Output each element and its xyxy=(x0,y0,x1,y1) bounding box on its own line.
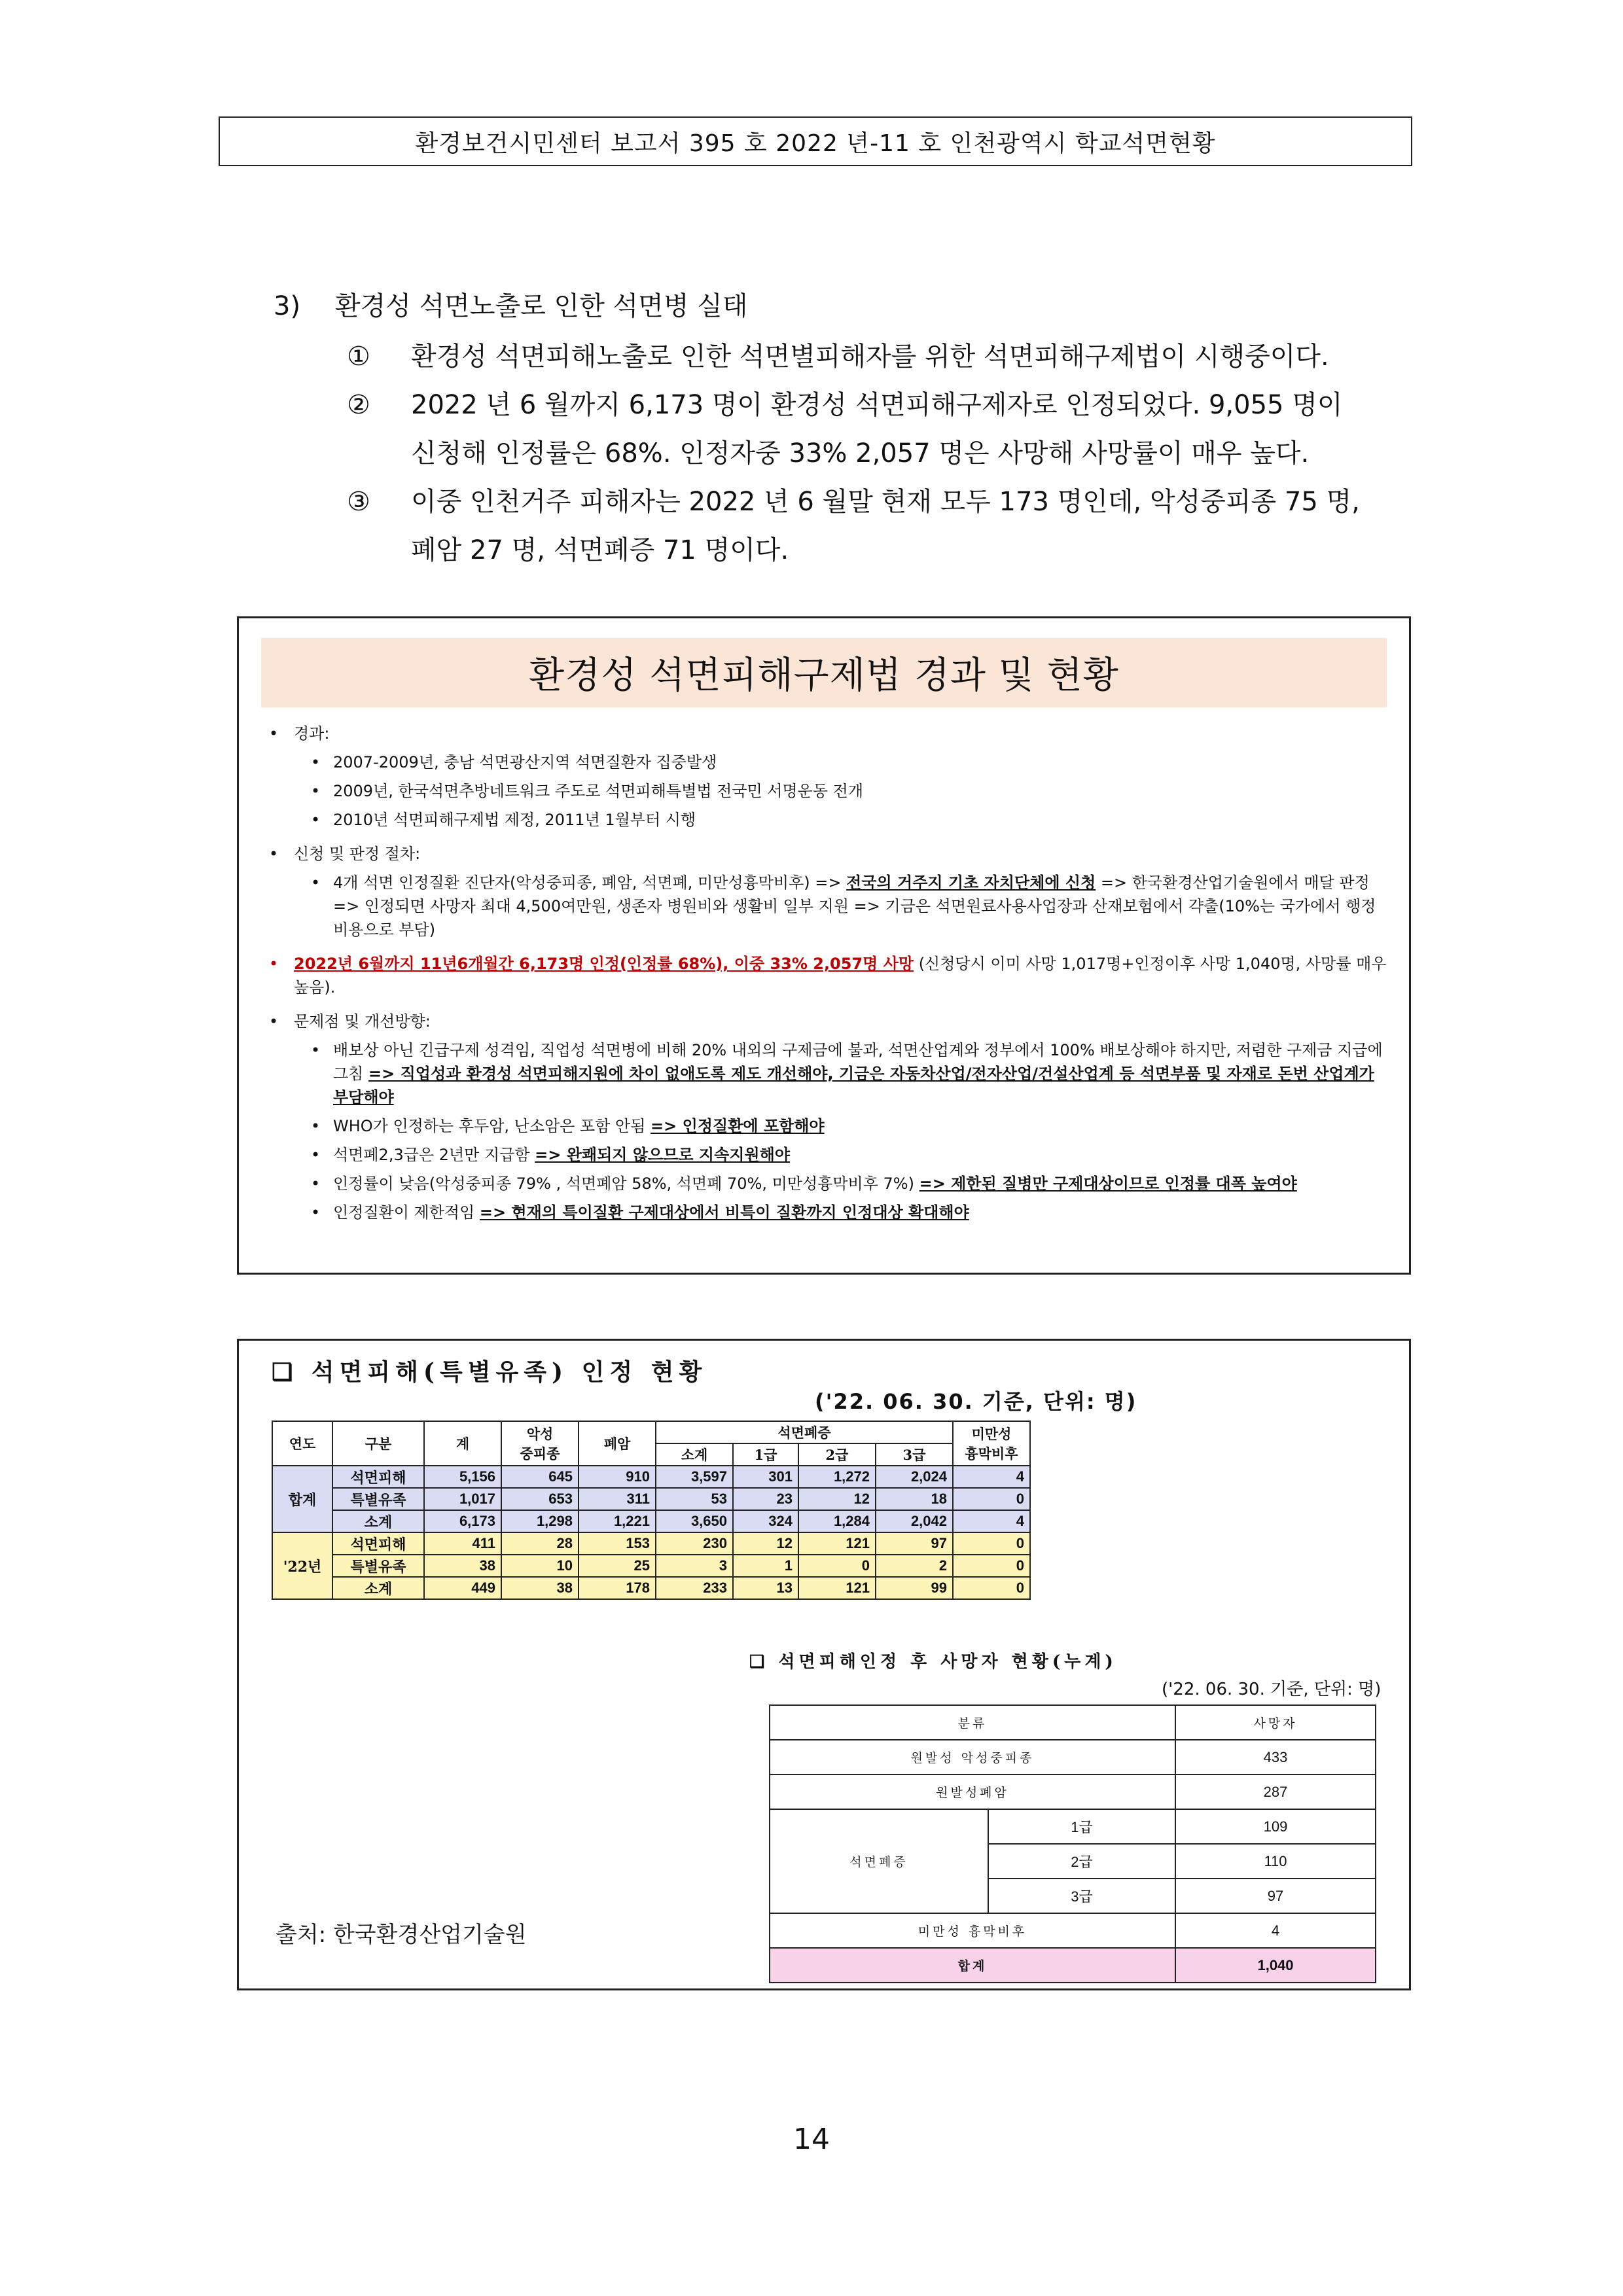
value-cell: 4 xyxy=(953,1510,1030,1532)
header-lung-cancer: 폐암 xyxy=(579,1421,656,1466)
value-cell: 0 xyxy=(953,1488,1030,1510)
row-total-label: 합계 xyxy=(770,1948,1175,1983)
value-cell: 2,042 xyxy=(876,1510,953,1532)
year-cell: '22년 xyxy=(272,1532,332,1599)
header-mesothelioma xyxy=(501,1421,579,1466)
progress-item: • 2009년, 한국석면추방네트워크 주도로 석면피해특별법 전국민 서명운동 전개 xyxy=(265,779,1391,803)
row-pleural-label: 미만성 흉막비후 xyxy=(770,1913,1175,1948)
category-cell: 소계 xyxy=(332,1510,424,1532)
item-line: 이중 인천거주 피해자는 2022 년 6 월말 현재 모두 173 명인데, 악성중피종 75 명, xyxy=(411,487,1360,517)
progress-item: • 2010년 석면피해구제법 제정, 2011년 1월부터 시행 xyxy=(265,808,1391,832)
value-cell: 1,221 xyxy=(579,1510,656,1532)
procedure-heading: • 신청 및 판정 절차: xyxy=(265,842,1391,866)
issue-item-4 xyxy=(265,1172,1391,1195)
value-cell: 121 xyxy=(798,1577,876,1599)
issue-text: 인정률이 낮음(악성중피종 79% , 석면폐암 58%, 석면폐 70%, 미만성흉막비후 7%) xyxy=(333,1174,919,1193)
issue-text: WHO가 인정하는 후두암, 난소암은 포함 안됨 xyxy=(333,1117,651,1135)
report-header xyxy=(219,116,1412,166)
row-lung-cancer-value: 287 xyxy=(1175,1775,1376,1809)
value-cell: 233 xyxy=(656,1577,733,1599)
status-highlight: 2022년 6월까지 11년6개월간 6,173명 인정(인정률 68%), 이중 33% 2,057명 사망 xyxy=(294,955,914,973)
procedure-text-cont: => 한국환경산업기술원에서 매달 판정 => 인정되면 사망자 최대 4,500여만원, 생존자 병원비와 생활비 일부 지원 => 기금은 석면원료사용사업장과 산재보험에서 갹출(10%는 국가에서 행정비용으로 부담) xyxy=(333,874,1376,939)
law-overview-body xyxy=(265,715,1391,1224)
header-meso-line: 중피종 xyxy=(520,1445,560,1462)
issue-item-5 xyxy=(265,1201,1391,1224)
table-row xyxy=(272,1555,1030,1577)
table-row xyxy=(272,1577,1030,1599)
value-cell: 13 xyxy=(733,1577,798,1599)
header-meso-line: 악성 xyxy=(526,1426,554,1442)
header-year: 연도 xyxy=(272,1421,332,1466)
value-cell: 2,024 xyxy=(876,1466,953,1488)
item-marker: ③ xyxy=(347,487,370,517)
issue-text: 인정질환이 제한적임 xyxy=(333,1203,480,1222)
value-cell: 0 xyxy=(953,1555,1030,1577)
header-grade1: 1급 xyxy=(733,1443,798,1466)
value-cell: 0 xyxy=(953,1577,1030,1599)
category-cell: 특별유족 xyxy=(332,1488,424,1510)
death-table xyxy=(769,1704,1376,1983)
statistics-box xyxy=(237,1339,1411,1990)
header-grade2: 2급 xyxy=(798,1443,876,1466)
recognition-table-subtitle: ('22. 06. 30. 기준, 단위: 명) xyxy=(815,1389,1137,1414)
row-mesothelioma-value: 433 xyxy=(1175,1740,1376,1775)
death-table-subtitle: ('22. 06. 30. 기준, 단위: 명) xyxy=(1162,1680,1382,1699)
section-3 xyxy=(274,288,1412,574)
table-row xyxy=(272,1488,1030,1510)
item-line: 환경성 석면피해노출로 인한 석면별피해자를 위한 석면피해구제법이 시행중이다. xyxy=(411,342,1329,372)
value-cell: 38 xyxy=(424,1555,501,1577)
value-cell: 230 xyxy=(656,1532,733,1555)
row-grade-label: 1급 xyxy=(988,1809,1175,1844)
value-cell: 2 xyxy=(876,1555,953,1577)
row-mesothelioma-label: 원발성 악성중피종 xyxy=(770,1740,1175,1775)
category-cell: 석면피해 xyxy=(332,1466,424,1488)
value-cell: 6,173 xyxy=(424,1510,501,1532)
progress-heading: • 경과: xyxy=(265,722,1391,745)
value-cell: 99 xyxy=(876,1577,953,1599)
value-cell: 3 xyxy=(656,1555,733,1577)
value-cell: 324 xyxy=(733,1510,798,1532)
value-cell: 1,298 xyxy=(501,1510,579,1532)
value-cell: 121 xyxy=(798,1532,876,1555)
table-group-2022 xyxy=(272,1532,1030,1599)
value-cell: 1,284 xyxy=(798,1510,876,1532)
header-pleural xyxy=(953,1421,1030,1466)
section-list xyxy=(274,332,1412,574)
value-cell: 23 xyxy=(733,1488,798,1510)
section-item-1 xyxy=(313,332,1412,381)
issue-text: 석면폐2,3급은 2년만 지급함 xyxy=(333,1146,535,1164)
header-classification: 분류 xyxy=(770,1705,1175,1740)
row-pleural-value: 4 xyxy=(1175,1913,1376,1948)
row-grade-value: 110 xyxy=(1175,1844,1376,1879)
item-marker: ① xyxy=(347,342,370,372)
value-cell: 178 xyxy=(579,1577,656,1599)
year-cell: 합계 xyxy=(272,1466,332,1532)
item-line: 신청해 인정률은 68%. 인정자중 33% 2,057 명은 사망해 사망률이 매우 높다. xyxy=(411,438,1310,468)
procedure-item xyxy=(265,871,1391,942)
value-cell: 28 xyxy=(501,1532,579,1555)
row-lung-cancer-label: 원발성폐암 xyxy=(770,1775,1175,1809)
value-cell: 0 xyxy=(798,1555,876,1577)
value-cell: 910 xyxy=(579,1466,656,1488)
category-cell: 특별유족 xyxy=(332,1555,424,1577)
table-row xyxy=(272,1532,1030,1555)
value-cell: 645 xyxy=(501,1466,579,1488)
status-item xyxy=(265,952,1391,999)
category-cell: 소계 xyxy=(332,1577,424,1599)
procedure-highlight: 전국의 거주지 기초 자치단체에 신청 xyxy=(846,874,1096,892)
value-cell: 10 xyxy=(501,1555,579,1577)
value-cell: 653 xyxy=(501,1488,579,1510)
procedure-text: 4개 석면 인정질환 진단자(악성중피종, 폐암, 석면폐, 미만성흉막비후) => xyxy=(333,874,847,892)
law-overview-title: 환경성 석면피해구제법 경과 및 현황 xyxy=(261,638,1387,707)
value-cell: 1,017 xyxy=(424,1488,501,1510)
issue-item-2 xyxy=(265,1114,1391,1138)
section-title-text: 환경성 석면노출로 인한 석면병 실태 xyxy=(335,291,748,321)
item-marker: ② xyxy=(347,390,370,420)
value-cell: 18 xyxy=(876,1488,953,1510)
value-cell: 25 xyxy=(579,1555,656,1577)
section-item-2 xyxy=(313,381,1412,478)
header-deaths: 사망자 xyxy=(1175,1705,1376,1740)
issue-text: 배보상 아닌 긴급구제 성격임, 직업성 석면병에 비해 20% 내외의 구제금에 불과, 석면산업계와 정부에서 100% 배보상해야 하지만, 저렴한 구제금 지급에 그침 xyxy=(333,1041,1383,1083)
row-grade-label: 2급 xyxy=(988,1844,1175,1879)
header-asbestosis: 석면폐증 xyxy=(656,1421,953,1443)
value-cell: 5,156 xyxy=(424,1466,501,1488)
header-subtotal: 소계 xyxy=(656,1443,733,1466)
issues-heading: • 문제점 및 개선방향: xyxy=(265,1010,1391,1033)
header-category: 구분 xyxy=(332,1421,424,1466)
issue-item-3 xyxy=(265,1143,1391,1167)
row-grade-value: 97 xyxy=(1175,1879,1376,1913)
section-item-3 xyxy=(313,478,1412,574)
value-cell: 411 xyxy=(424,1532,501,1555)
report-header-text: 환경보건시민센터 보고서 395 호 2022 년-11 호 인천광역시 학교석면현황 xyxy=(415,130,1216,157)
issue-remedy: => 현재의 특이질환 구제대상에서 비특이 질환까지 인정대상 확대해야 xyxy=(479,1203,969,1222)
value-cell: 3,597 xyxy=(656,1466,733,1488)
row-grade-label: 3급 xyxy=(988,1879,1175,1913)
value-cell: 38 xyxy=(501,1577,579,1599)
value-cell: 97 xyxy=(876,1532,953,1555)
header-total: 계 xyxy=(424,1421,501,1466)
issue-item-1 xyxy=(265,1038,1391,1109)
value-cell: 12 xyxy=(733,1532,798,1555)
value-cell: 153 xyxy=(579,1532,656,1555)
table-group-total xyxy=(272,1466,1030,1532)
issue-remedy: => 직업성과 환경성 석면피해지원에 차이 없애도록 제도 개선해야, 기금은 자동차산업/전자산업/건설산업계 등 석면부품 및 자재로 돈번 산업계가 부담해야 xyxy=(333,1065,1374,1106)
value-cell: 3,650 xyxy=(656,1510,733,1532)
recognition-table-title: ❑ 석면피해(특별유족) 인정 현황 xyxy=(272,1358,707,1386)
header-pleural-line: 미만성 xyxy=(971,1426,1012,1442)
value-cell: 12 xyxy=(798,1488,876,1510)
section-title xyxy=(274,288,1412,325)
table-row xyxy=(272,1510,1030,1532)
item-line: 폐암 27 명, 석면폐증 71 명이다. xyxy=(411,535,789,565)
value-cell: 449 xyxy=(424,1577,501,1599)
item-line: 2022 년 6 월까지 6,173 명이 환경성 석면피해구제자로 인정되었다. 9,055 명이 xyxy=(411,390,1343,420)
status-text: (신청당시 이미 사망 1,017명+인정이후 사망 1,040명, 사망률 매우 높음). xyxy=(294,955,1387,997)
issue-remedy: => 인정질환에 포함해야 xyxy=(651,1117,825,1135)
death-table-title: ❑ 석면피해인정 후 사망자 현황(누계) xyxy=(749,1652,1117,1672)
row-grade-value: 109 xyxy=(1175,1809,1376,1844)
progress-item: • 2007-2009년, 충남 석면광산지역 석면질환자 집중발생 xyxy=(265,751,1391,774)
row-asbestosis-label: 석면폐증 xyxy=(770,1809,988,1913)
value-cell: 4 xyxy=(953,1466,1030,1488)
category-cell: 석면피해 xyxy=(332,1532,424,1555)
value-cell: 301 xyxy=(733,1466,798,1488)
law-overview-box xyxy=(237,616,1411,1275)
recognition-table xyxy=(272,1421,1031,1600)
value-cell: 53 xyxy=(656,1488,733,1510)
value-cell: 311 xyxy=(579,1488,656,1510)
table-row xyxy=(272,1466,1030,1488)
source-note: 출처: 한국환경산업기술원 xyxy=(276,1922,527,1948)
section-number: 3) xyxy=(274,291,301,321)
row-total-value: 1,040 xyxy=(1175,1948,1376,1983)
issue-remedy: => 완쾌되지 않으므로 지속지원해야 xyxy=(535,1146,791,1164)
value-cell: 1 xyxy=(733,1555,798,1577)
header-pleural-line: 흉막비후 xyxy=(965,1445,1018,1462)
value-cell: 0 xyxy=(953,1532,1030,1555)
page-number: 14 xyxy=(793,2123,830,2156)
value-cell: 1,272 xyxy=(798,1466,876,1488)
issue-remedy: => 제한된 질병만 구제대상이므로 인정률 대폭 높여야 xyxy=(919,1174,1297,1193)
header-grade3: 3급 xyxy=(876,1443,953,1466)
